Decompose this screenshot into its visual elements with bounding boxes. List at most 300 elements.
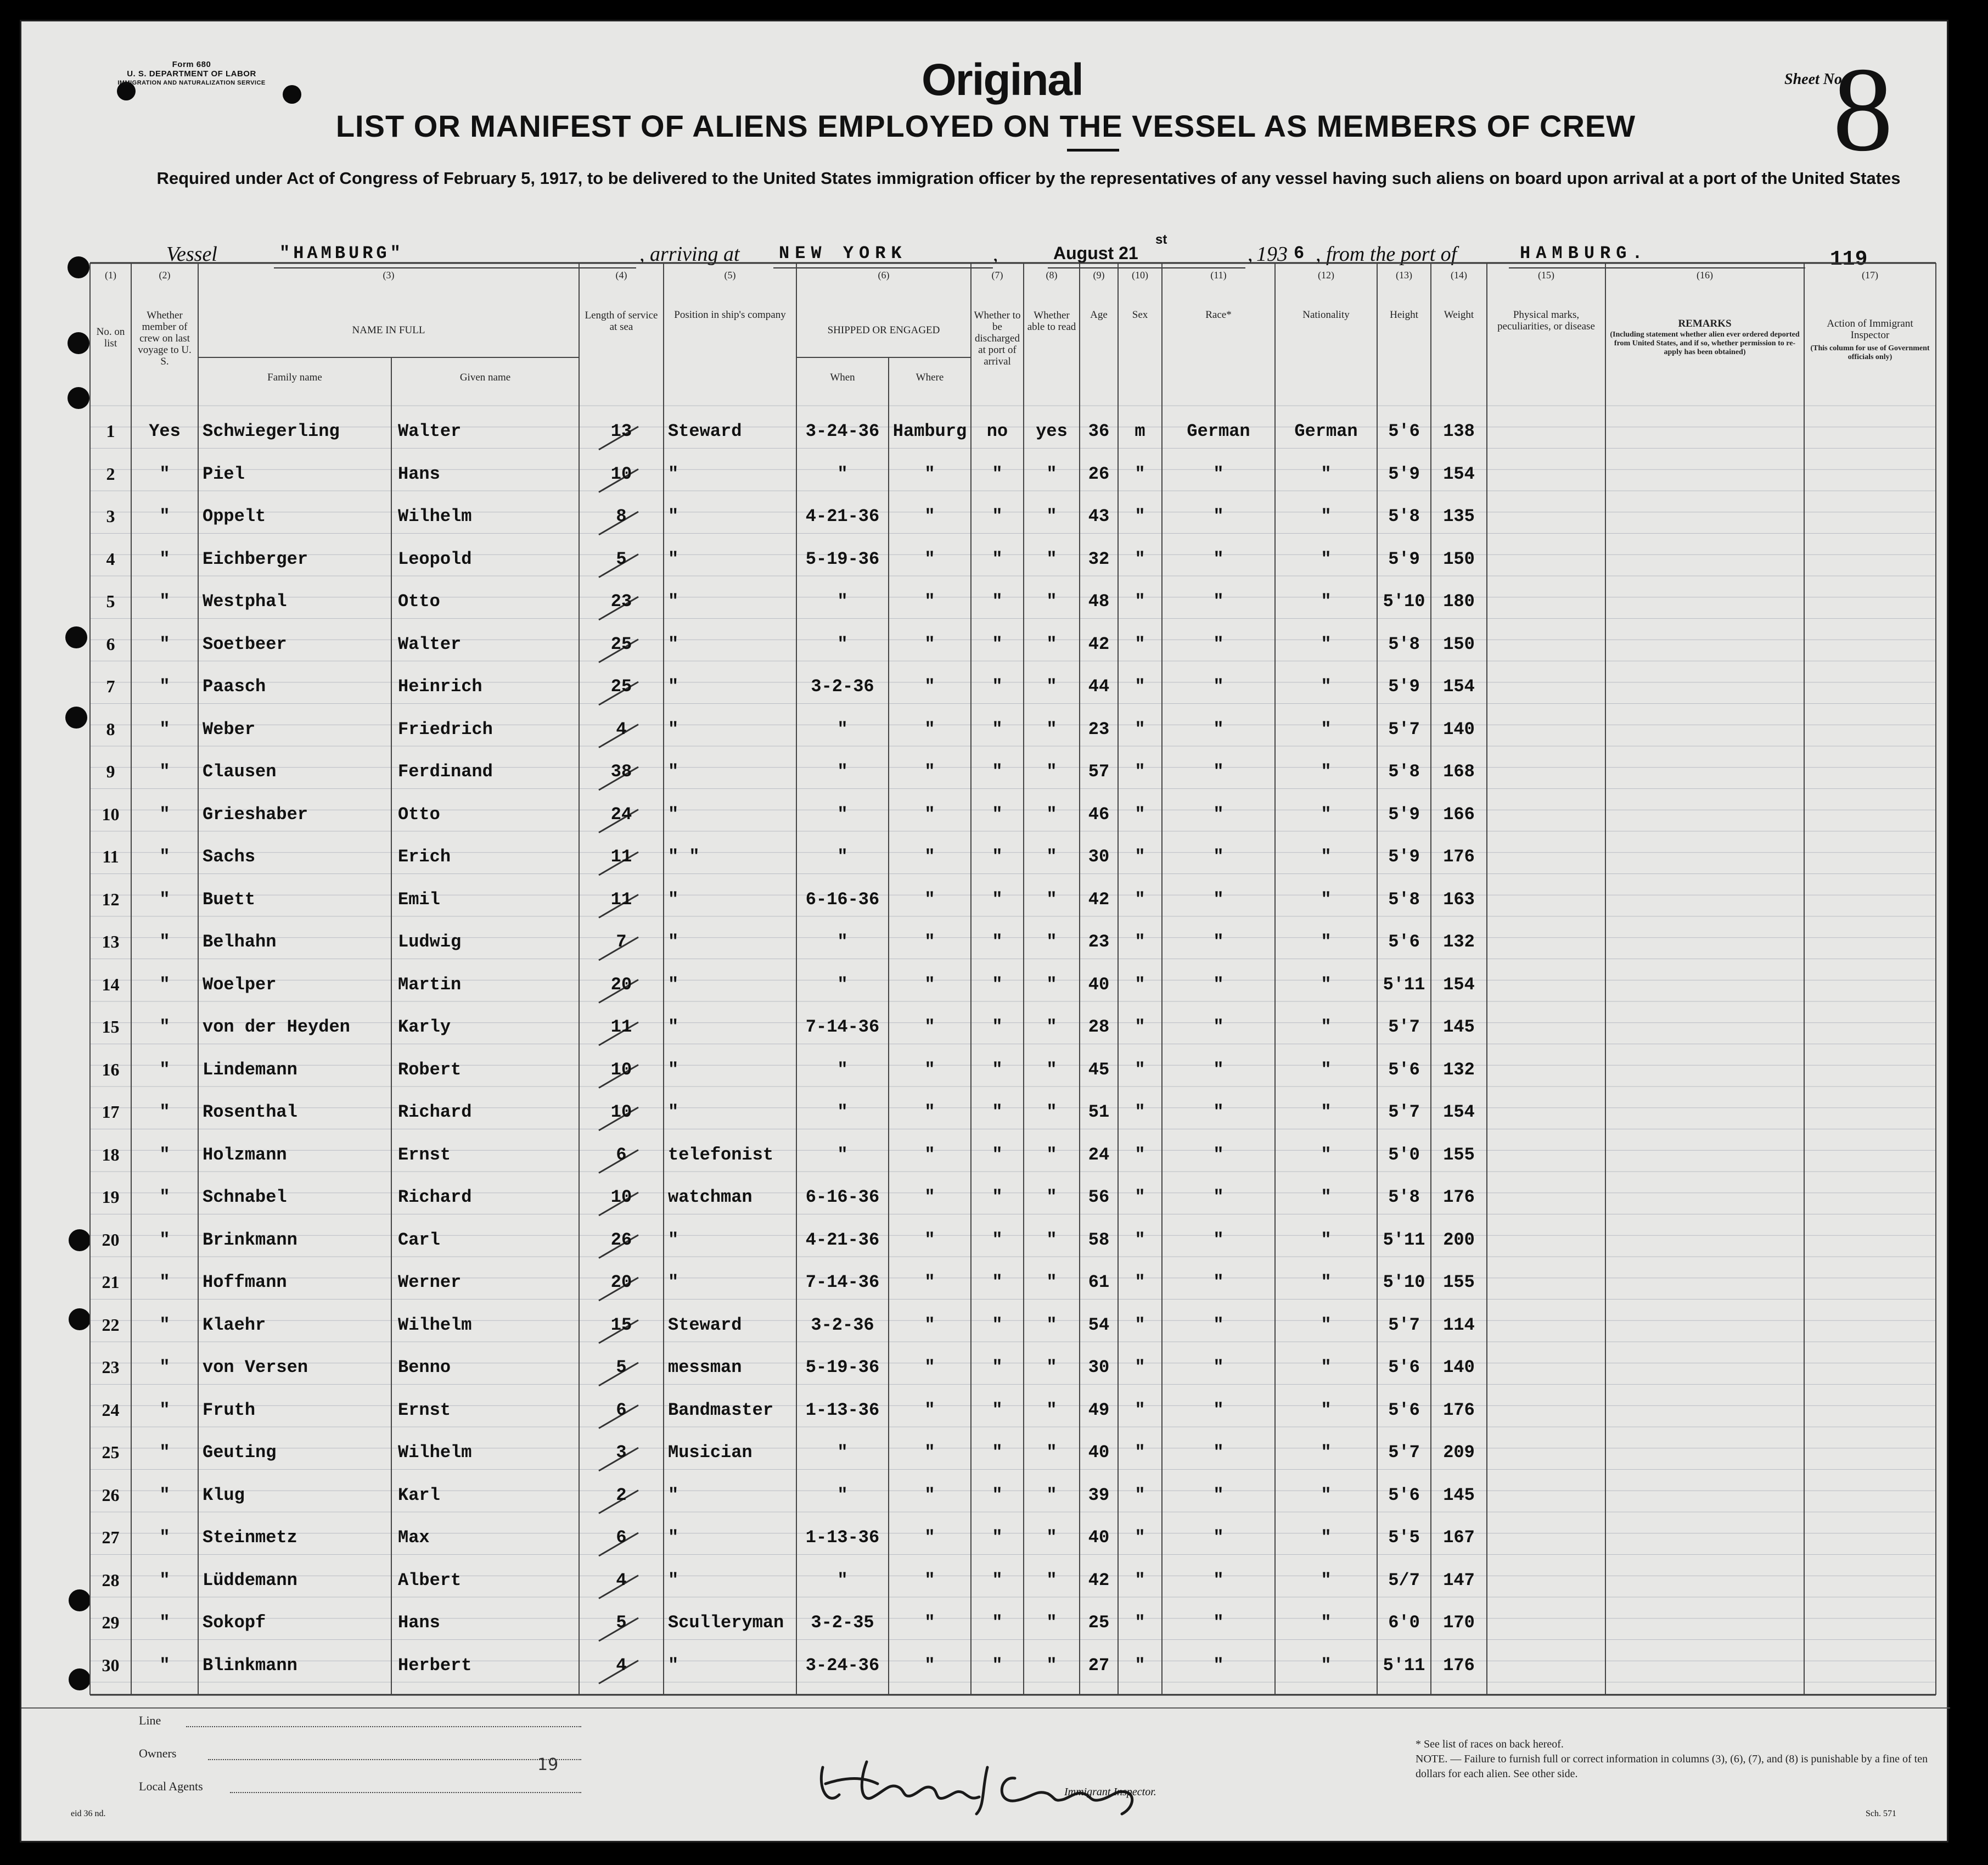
cell-no: 8 — [106, 719, 115, 739]
cell-read: " — [1046, 1314, 1057, 1335]
cell-age: 48 — [1088, 591, 1110, 612]
cell-age: 56 — [1088, 1187, 1110, 1207]
cell-sex: " — [1135, 1527, 1145, 1548]
column-header: Height — [1390, 309, 1418, 321]
footer-line-label: Line — [139, 1713, 161, 1727]
cell-when: " — [837, 719, 848, 740]
column-subheader: Family name — [267, 372, 322, 383]
cell-when: " — [837, 463, 848, 484]
cell-service: 5 — [616, 1357, 627, 1377]
cell-service: 25 — [610, 676, 632, 697]
cell-when: 7-14-36 — [805, 1017, 880, 1037]
cell-prev: " — [159, 974, 170, 995]
cell-age: 61 — [1088, 1272, 1110, 1292]
cell-read: " — [1046, 719, 1057, 740]
cell-service: 7 — [616, 932, 627, 952]
cell-when: 3-2-36 — [811, 676, 874, 697]
cell-given: Otto — [398, 804, 440, 825]
cell-position: Bandmaster — [668, 1399, 774, 1420]
cell-prev: " — [159, 804, 170, 825]
cell-height: 5'0 — [1388, 1144, 1420, 1165]
cell-race: " — [1213, 974, 1224, 995]
cell-nationality: " — [1321, 506, 1332, 527]
cell-where: " — [924, 1399, 935, 1420]
cell-service: 10 — [610, 1102, 632, 1122]
cell-no: 16 — [102, 1059, 120, 1079]
cell-given: Karl — [398, 1485, 440, 1505]
cell-given: Werner — [398, 1272, 462, 1292]
sheet-number: 8 — [1833, 42, 1893, 176]
cell-discharged: " — [992, 1144, 1003, 1165]
cell-position: " — [668, 676, 679, 697]
cell-race: " — [1213, 1229, 1224, 1250]
cell-prev: " — [159, 1229, 170, 1250]
cell-when: 6-16-36 — [805, 889, 880, 910]
cell-height: 5'9 — [1388, 548, 1420, 569]
cell-given: Benno — [398, 1357, 451, 1377]
cell-nationality: " — [1321, 1570, 1332, 1590]
line-dots — [186, 1726, 581, 1727]
cell-nationality: " — [1321, 974, 1332, 995]
cell-service: 20 — [610, 974, 632, 995]
cell-sex: " — [1135, 1655, 1145, 1676]
cell-discharged: " — [992, 506, 1003, 527]
cell-prev: " — [159, 1570, 170, 1590]
cell-prev: " — [159, 1144, 170, 1165]
cell-when: " — [837, 804, 848, 825]
cell-given: Leopold — [398, 548, 472, 569]
cell-age: 30 — [1088, 847, 1110, 867]
cell-where: " — [924, 548, 935, 569]
cell-race: " — [1213, 548, 1224, 569]
column-number: (4) — [615, 270, 627, 281]
arriving-label: , arriving at — [639, 243, 740, 266]
cell-where: " — [924, 1442, 935, 1463]
inspector-signature — [806, 1745, 1158, 1817]
cell-height: 5'7 — [1388, 1314, 1420, 1335]
cell-weight: 145 — [1443, 1485, 1475, 1505]
cell-race: " — [1213, 1272, 1224, 1292]
cell-family: Piel — [203, 463, 245, 484]
cell-where: " — [924, 1059, 935, 1080]
cell-sex: " — [1135, 719, 1145, 740]
cell-when: " — [837, 591, 848, 612]
schedule-label: Sch. 571 — [1866, 1809, 1896, 1818]
column-subheader: Where — [916, 372, 944, 383]
cell-where: Hamburg — [892, 421, 967, 441]
cell-race: " — [1213, 1399, 1224, 1420]
cell-age: 36 — [1088, 421, 1110, 441]
cell-family: Klug — [203, 1485, 245, 1505]
cell-discharged: " — [992, 1442, 1003, 1463]
cell-weight: 154 — [1443, 676, 1475, 697]
cell-race: " — [1213, 1144, 1224, 1165]
cell-read: " — [1046, 847, 1057, 867]
cell-weight: 138 — [1443, 421, 1475, 441]
cell-prev: " — [159, 1655, 170, 1676]
column-number: (16) — [1697, 270, 1713, 281]
cell-given: Wilhelm — [398, 506, 472, 527]
cell-position: " — [668, 1229, 679, 1250]
comma: , — [993, 243, 998, 266]
cell-given: Walter — [398, 421, 462, 441]
cell-prev: " — [159, 1187, 170, 1207]
cell-weight: 168 — [1443, 761, 1475, 782]
cell-nationality: " — [1321, 548, 1332, 569]
races-note: * See list of races on back hereof. — [1416, 1738, 1564, 1750]
cell-read: " — [1046, 1399, 1057, 1420]
cell-race: " — [1213, 1017, 1224, 1037]
cell-service: 15 — [610, 1314, 632, 1335]
cell-sex: " — [1135, 1612, 1145, 1633]
cell-read: " — [1046, 1059, 1057, 1080]
cell-height: 5'8 — [1388, 634, 1420, 654]
column-header: Nationality — [1302, 309, 1350, 321]
cell-nationality: " — [1321, 1102, 1332, 1122]
cell-prev: " — [159, 889, 170, 910]
cell-age: 32 — [1088, 548, 1110, 569]
column-number: (7) — [991, 270, 1003, 281]
cell-given: Herbert — [398, 1655, 472, 1676]
cell-height: 5'5 — [1388, 1527, 1420, 1548]
cell-prev: " — [159, 1612, 170, 1633]
cell-read: " — [1046, 1017, 1057, 1037]
cell-height: 5'8 — [1388, 506, 1420, 527]
cell-prev: " — [159, 1442, 170, 1463]
cell-service: 11 — [610, 1017, 632, 1037]
cell-height: 5'6 — [1388, 932, 1420, 952]
cell-weight: 200 — [1443, 1229, 1475, 1250]
cell-family: Buett — [203, 889, 256, 910]
cell-position: Steward — [668, 1314, 742, 1335]
cell-discharged: " — [992, 1612, 1003, 1633]
cell-given: Martin — [398, 974, 462, 995]
cell-given: Ernst — [398, 1144, 451, 1165]
sheet-total: 119 — [1830, 248, 1868, 271]
cell-no: 26 — [102, 1485, 120, 1505]
cell-height: 5'7 — [1388, 1442, 1420, 1463]
cell-prev: " — [159, 1527, 170, 1548]
cell-height: 5'6 — [1388, 421, 1420, 441]
cell-given: Otto — [398, 591, 440, 612]
cell-age: 39 — [1088, 1485, 1110, 1505]
cell-prev: " — [159, 634, 170, 654]
cell-age: 42 — [1088, 1570, 1110, 1590]
cell-discharged: no — [986, 421, 1008, 441]
cell-height: 5'6 — [1388, 1399, 1420, 1420]
cell-discharged: " — [992, 1059, 1003, 1080]
cell-where: " — [924, 1229, 935, 1250]
cell-family: Fruth — [203, 1399, 256, 1420]
column-number: (9) — [1093, 270, 1105, 281]
cell-service: 11 — [610, 889, 632, 910]
service: IMMIGRATION AND NATURALIZATION SERVICE — [117, 80, 266, 86]
cell-given: Karly — [398, 1017, 451, 1037]
cell-race: " — [1213, 1655, 1224, 1676]
cell-read: " — [1046, 1655, 1057, 1676]
cell-family: Blinkmann — [203, 1655, 297, 1676]
cell-family: Sokopf — [203, 1612, 266, 1633]
column-number: (17) — [1862, 270, 1878, 281]
cell-position: " — [668, 1272, 679, 1292]
cell-where: " — [924, 1102, 935, 1122]
cell-given: Emil — [398, 889, 440, 910]
cell-where: " — [924, 932, 935, 952]
cell-family: Paasch — [203, 676, 266, 697]
cell-weight: 154 — [1443, 974, 1475, 995]
cell-when: 1-13-36 — [805, 1527, 880, 1548]
cell-discharged: " — [992, 463, 1003, 484]
cell-read: " — [1046, 761, 1057, 782]
cell-family: Lindemann — [203, 1059, 297, 1080]
cell-position: " — [668, 932, 679, 952]
cell-position: Steward — [668, 421, 742, 441]
page-title: LIST OR MANIFEST OF ALIENS EMPLOYED ON THE VESSEL AS MEMBERS OF CREW — [335, 109, 1636, 143]
cell-nationality: " — [1321, 1144, 1332, 1165]
cell-read: " — [1046, 1570, 1057, 1590]
cell-weight: 150 — [1443, 548, 1475, 569]
cell-weight: 155 — [1443, 1272, 1475, 1292]
cell-nationality: " — [1321, 1399, 1332, 1420]
cell-nationality: " — [1321, 1357, 1332, 1377]
cell-weight: 154 — [1443, 1102, 1475, 1122]
cell-nationality: " — [1321, 889, 1332, 910]
cell-where: " — [924, 506, 935, 527]
cell-service: 4 — [616, 1570, 627, 1590]
cell-sex: " — [1135, 1570, 1145, 1590]
cell-sex: " — [1135, 463, 1145, 484]
cell-position: " — [668, 761, 679, 782]
cell-when: 4-21-36 — [805, 506, 880, 527]
cell-prev: " — [159, 463, 170, 484]
column-number: (1) — [105, 270, 116, 281]
cell-weight: 135 — [1443, 506, 1475, 527]
cell-service: 4 — [616, 719, 627, 740]
cell-no: 17 — [102, 1102, 120, 1122]
cell-when: 5-19-36 — [805, 1357, 880, 1377]
cell-family: Westphal — [203, 591, 287, 612]
cell-nationality: " — [1321, 1527, 1332, 1548]
cell-no: 1 — [106, 421, 115, 441]
cell-given: Wilhelm — [398, 1442, 472, 1463]
cell-weight: 145 — [1443, 1017, 1475, 1037]
cell-nationality: " — [1321, 847, 1332, 867]
cell-no: 6 — [106, 634, 115, 654]
column-number: (10) — [1132, 270, 1148, 281]
cell-given: Heinrich — [398, 676, 482, 697]
cell-where: " — [924, 1485, 935, 1505]
vessel-label: Vessel — [166, 243, 217, 266]
cell-weight: 132 — [1443, 1059, 1475, 1080]
cell-sex: " — [1135, 1187, 1145, 1207]
vessel-name: "HAMBURG" — [279, 243, 404, 264]
cell-age: 44 — [1088, 676, 1110, 697]
cell-no: 15 — [102, 1017, 120, 1037]
cell-discharged: " — [992, 719, 1003, 740]
cell-nationality: " — [1321, 676, 1332, 697]
cell-position: " " — [668, 847, 700, 867]
cell-where: " — [924, 1655, 935, 1676]
cell-discharged: " — [992, 1399, 1003, 1420]
cell-height: 5'8 — [1388, 761, 1420, 782]
cell-when: 3-24-36 — [805, 421, 880, 441]
cell-service: 6 — [616, 1527, 627, 1548]
cell-discharged: " — [992, 889, 1003, 910]
cell-discharged: " — [992, 591, 1003, 612]
cell-where: " — [924, 761, 935, 782]
cell-no: 24 — [102, 1399, 120, 1420]
cell-race: German — [1187, 421, 1250, 441]
column-number: (14) — [1451, 270, 1467, 281]
cell-no: 21 — [102, 1272, 120, 1292]
cell-nationality: " — [1321, 1229, 1332, 1250]
cell-nationality: " — [1321, 1655, 1332, 1676]
cell-position: " — [668, 1485, 679, 1505]
cell-when: " — [837, 634, 848, 654]
cell-service: 20 — [610, 1272, 632, 1292]
cell-family: von der Heyden — [203, 1017, 350, 1037]
cell-age: 26 — [1088, 463, 1110, 484]
cell-family: Belhahn — [203, 932, 277, 952]
cell-family: Geuting — [203, 1442, 277, 1463]
notes-block — [1416, 1737, 1942, 1782]
form-number: Form 680 — [172, 60, 211, 69]
cell-when: " — [837, 761, 848, 782]
cell-height: 5'6 — [1388, 1357, 1420, 1377]
cell-no: 30 — [102, 1655, 120, 1675]
cell-weight: 166 — [1443, 804, 1475, 825]
cell-nationality: " — [1321, 932, 1332, 952]
cell-sex: " — [1135, 889, 1145, 910]
cell-position: messman — [668, 1357, 742, 1377]
column-number: (6) — [878, 270, 890, 281]
cell-when: 3-24-36 — [805, 1655, 880, 1676]
cell-race: " — [1213, 634, 1224, 654]
cell-position: watchman — [668, 1187, 752, 1207]
cell-age: 25 — [1088, 1612, 1110, 1633]
cell-given: Robert — [398, 1059, 462, 1080]
cell-discharged: " — [992, 1314, 1003, 1335]
cell-position: " — [668, 804, 679, 825]
cell-sex: " — [1135, 591, 1145, 612]
cell-race: " — [1213, 591, 1224, 612]
cell-where: " — [924, 974, 935, 995]
cell-discharged: " — [992, 804, 1003, 825]
column-header: Whether member of crew on last voyage to U. S. — [138, 310, 192, 367]
cell-race: " — [1213, 1102, 1224, 1122]
cell-where: " — [924, 1144, 935, 1165]
cell-given: Ernst — [398, 1399, 451, 1420]
cell-race: " — [1213, 1187, 1224, 1207]
cell-race: " — [1213, 1314, 1224, 1335]
cell-age: 45 — [1088, 1059, 1110, 1080]
cell-family: Schwiegerling — [203, 421, 340, 441]
cell-sex: " — [1135, 804, 1145, 825]
cell-read: " — [1046, 548, 1057, 569]
cell-family: Steinmetz — [203, 1527, 297, 1548]
cell-where: " — [924, 1527, 935, 1548]
cell-discharged: " — [992, 761, 1003, 782]
cell-race: " — [1213, 1612, 1224, 1633]
cell-read: " — [1046, 889, 1057, 910]
cell-age: 51 — [1088, 1102, 1110, 1122]
cell-read: " — [1046, 1272, 1057, 1292]
column-number: (12) — [1318, 270, 1334, 281]
cell-given: Richard — [398, 1187, 472, 1207]
cell-when: " — [837, 974, 848, 995]
cell-no: 2 — [106, 463, 115, 484]
cell-when: 7-14-36 — [805, 1272, 880, 1292]
cell-sex: " — [1135, 1272, 1145, 1292]
column-header: REMARKS — [1678, 318, 1732, 329]
cell-height: 5'10 — [1383, 1272, 1425, 1292]
cell-discharged: " — [992, 1570, 1003, 1590]
cell-prev: " — [159, 761, 170, 782]
cell-read: " — [1046, 506, 1057, 527]
column-note: (Including statement whether alien ever ordered deported from United States, and if so, whether permission to re-apply has been obtained) — [1610, 331, 1800, 356]
cell-prev: " — [159, 932, 170, 952]
cell-where: " — [924, 1357, 935, 1377]
cell-family: Grieshaber — [203, 804, 308, 825]
cell-prev: " — [159, 506, 170, 527]
cell-prev: Yes — [149, 421, 181, 441]
column-header: NAME IN FULL — [352, 324, 425, 336]
cell-weight: 176 — [1443, 847, 1475, 867]
cell-family: Woelper — [203, 974, 277, 995]
column-number: (3) — [383, 270, 395, 281]
cell-sex: " — [1135, 1399, 1145, 1420]
cell-where: " — [924, 676, 935, 697]
manifest-sheet — [20, 20, 1948, 1842]
year-typed: 6 — [1294, 243, 1305, 264]
cell-race: " — [1213, 1442, 1224, 1463]
cell-race: " — [1213, 1059, 1224, 1080]
cell-position: " — [668, 719, 679, 740]
cell-height: 5/7 — [1388, 1570, 1420, 1590]
cell-weight: 140 — [1443, 1357, 1475, 1377]
cell-sex: " — [1135, 1144, 1145, 1165]
cell-when: 1-13-36 — [805, 1399, 880, 1420]
column-subheader: Given name — [459, 372, 511, 383]
cell-read: " — [1046, 1102, 1057, 1122]
cell-height: 5'6 — [1388, 1059, 1420, 1080]
cell-race: " — [1213, 804, 1224, 825]
cell-position: " — [668, 889, 679, 910]
cell-sex: " — [1135, 1442, 1145, 1463]
cell-given: Wilhelm — [398, 1314, 472, 1335]
cell-no: 27 — [102, 1527, 120, 1547]
cell-age: 30 — [1088, 1357, 1110, 1377]
cell-when: " — [837, 1059, 848, 1080]
cell-discharged: " — [992, 1485, 1003, 1505]
cell-weight: 140 — [1443, 719, 1475, 740]
cell-race: " — [1213, 889, 1224, 910]
cell-when: " — [837, 1102, 848, 1122]
cell-service: 10 — [610, 1187, 632, 1207]
cell-where: " — [924, 1272, 935, 1292]
cell-weight: 170 — [1443, 1612, 1475, 1633]
cell-position: " — [668, 463, 679, 484]
cell-weight: 176 — [1443, 1187, 1475, 1207]
cell-weight: 176 — [1443, 1399, 1475, 1420]
cell-when: 4-21-36 — [805, 1229, 880, 1250]
cell-where: " — [924, 1017, 935, 1037]
column-header: Whether to be discharged at port of arrival — [974, 310, 1021, 367]
column-header: Age — [1090, 309, 1108, 321]
cell-when: " — [837, 1485, 848, 1505]
cell-discharged: " — [992, 1187, 1003, 1207]
cell-nationality: " — [1321, 719, 1332, 740]
